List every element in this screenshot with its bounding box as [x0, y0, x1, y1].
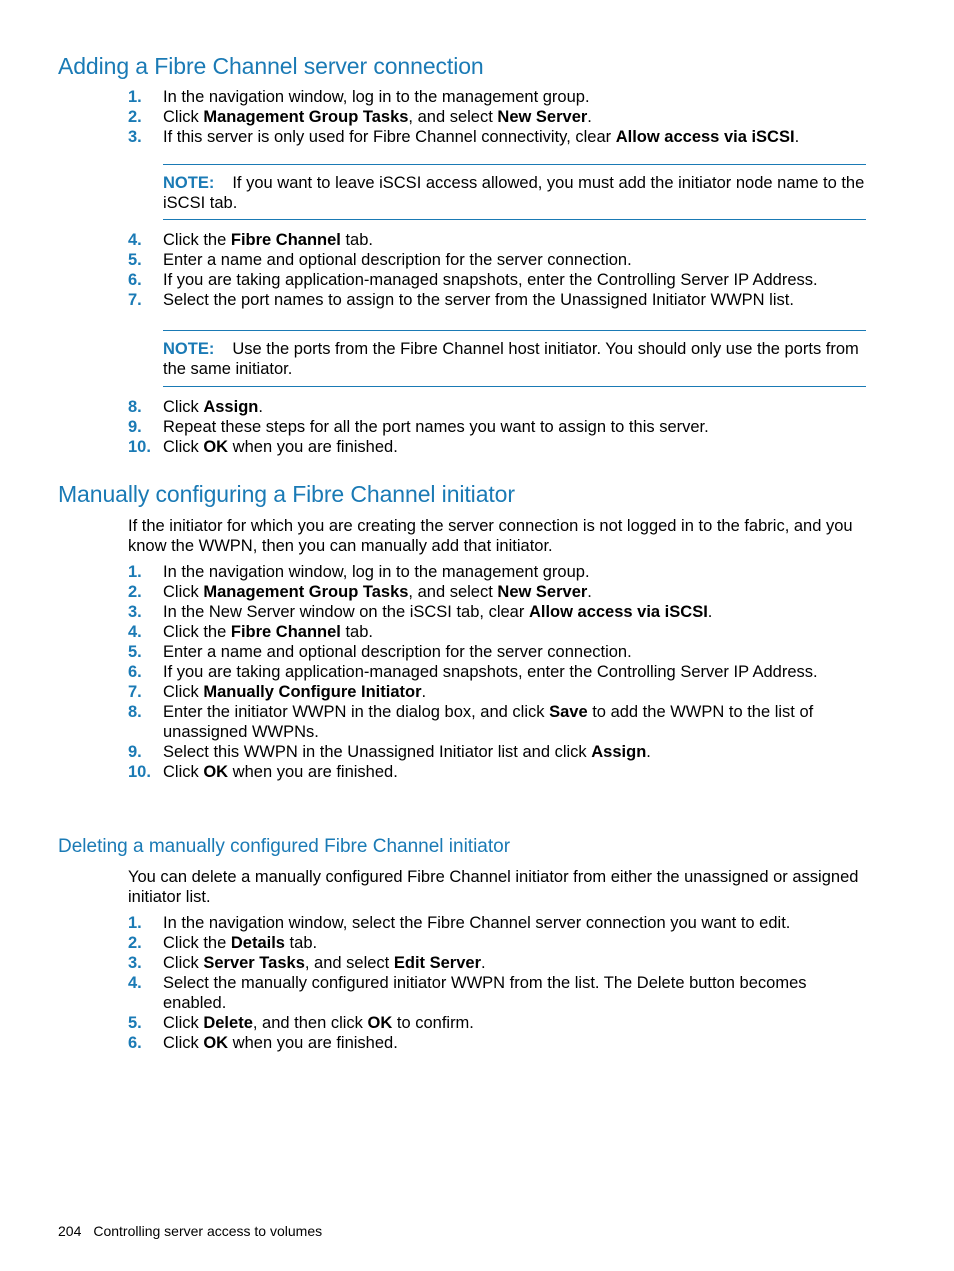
- ui-term: Save: [549, 703, 588, 721]
- step-number: 9.: [128, 743, 142, 761]
- step-item: [128, 562, 868, 582]
- step-text: Click the: [163, 231, 231, 249]
- step-item: [128, 87, 868, 107]
- ui-term: Server Tasks: [203, 954, 305, 972]
- step-text: .: [421, 683, 427, 701]
- step-item: [128, 913, 868, 933]
- note-text: If you want to leave iSCSI access allowed, you must add the initiator node name to the iSCSI tab.: [163, 174, 865, 212]
- ui-term: Fibre Channel: [230, 623, 341, 641]
- step-text: Enter the initiator WWPN in the dialog box, and click: [163, 703, 550, 721]
- step-item: [128, 953, 868, 973]
- ui-term: OK: [203, 1034, 229, 1052]
- step-text: Click: [163, 438, 204, 456]
- step-item: [128, 397, 868, 417]
- step-text: when you are finished.: [228, 763, 398, 781]
- step-text: , and select: [408, 583, 498, 601]
- step-number: 10.: [128, 763, 151, 781]
- ui-term: Assign: [203, 398, 259, 416]
- steps-list: [128, 87, 868, 147]
- step-number: 8.: [128, 703, 142, 721]
- ui-term: Allow access via iSCSI: [528, 603, 708, 621]
- step-number: 2.: [128, 934, 142, 952]
- step-text: Click the: [163, 934, 231, 952]
- step-number: 9.: [128, 418, 142, 436]
- step-text: Select this WWPN in the Unassigned Initiator list and click: [163, 743, 592, 761]
- section-title-adding-fc-connection: Adding a Fibre Channel server connection: [58, 53, 484, 79]
- step-item: [128, 230, 868, 250]
- ui-term: Details: [230, 934, 285, 952]
- section-intro: You can delete a manually configured Fibre Channel initiator from either the unassigned or assigned initiator list.: [128, 868, 859, 906]
- step-item: [128, 622, 868, 642]
- step-number: 3.: [128, 128, 142, 146]
- step-number: 2.: [128, 108, 142, 126]
- step-item: [128, 107, 868, 127]
- page-footer: [58, 1223, 322, 1239]
- step-item: [128, 417, 868, 437]
- step-text: to add the WWPN to the list of unassigned WWPNs.: [163, 703, 814, 741]
- note-label: NOTE:: [163, 340, 215, 358]
- step-number: 4.: [128, 231, 142, 249]
- step-item: [128, 662, 868, 682]
- note-box: [163, 164, 866, 220]
- step-text: In the navigation window, select the Fibre Channel server connection you want to edit.: [163, 914, 791, 932]
- step-item: [128, 742, 868, 762]
- subsection-title-deleting-initiator: Deleting a manually configured Fibre Channel initiator: [58, 836, 511, 857]
- step-text: Click: [163, 398, 204, 416]
- steps-list: [128, 562, 868, 782]
- ui-term: New Server: [497, 108, 588, 126]
- step-text: .: [794, 128, 800, 146]
- footer-chapter-title: Controlling server access to volumes: [93, 1223, 323, 1239]
- step-text: , and select: [408, 108, 498, 126]
- ui-term: Management Group Tasks: [203, 108, 409, 126]
- step-number: 6.: [128, 1034, 142, 1052]
- ui-term: OK: [203, 438, 229, 456]
- step-text: .: [587, 108, 592, 126]
- step-item: [128, 933, 868, 953]
- step-item: [128, 270, 868, 290]
- step-number: 6.: [128, 663, 142, 681]
- step-text: In the navigation window, log in to the management group.: [163, 563, 590, 581]
- ui-term: Edit Server: [393, 954, 481, 972]
- step-text: In the New Server window on the iSCSI tab, clear: [163, 603, 529, 621]
- step-text: .: [587, 583, 592, 601]
- step-text: tab.: [340, 623, 373, 641]
- step-text: Select the port names to assign to the server from the Unassigned Initiator WWPN list.: [163, 291, 794, 309]
- step-item: [128, 582, 868, 602]
- step-number: 10.: [128, 438, 151, 456]
- step-number: 5.: [128, 251, 142, 269]
- step-number: 1.: [128, 563, 142, 581]
- step-text: Repeat these steps for all the port names you want to assign to this server.: [163, 418, 709, 436]
- step-text: Click: [163, 683, 204, 701]
- step-item: [128, 642, 868, 662]
- step-text: Click: [163, 108, 204, 126]
- section-intro: If the initiator for which you are creating the server connection is not logged in to the fabric, and you know the WWPN, then you can manually add that initiator.: [128, 517, 853, 555]
- step-item: [128, 1033, 868, 1053]
- ui-term: Assign: [591, 743, 647, 761]
- step-text: to confirm.: [392, 1014, 474, 1032]
- step-text: If you are taking application-managed snapshots, enter the Controlling Server IP Address.: [163, 271, 818, 289]
- step-number: 7.: [128, 291, 142, 309]
- step-number: 2.: [128, 583, 142, 601]
- step-number: 5.: [128, 643, 142, 661]
- step-text: .: [480, 954, 486, 972]
- step-text: If you are taking application-managed snapshots, enter the Controlling Server IP Address.: [163, 663, 818, 681]
- step-text: tab.: [340, 231, 373, 249]
- step-number: 6.: [128, 271, 142, 289]
- step-number: 1.: [128, 914, 142, 932]
- steps-list: [128, 913, 868, 1053]
- step-text: .: [258, 398, 263, 416]
- ui-term: OK: [203, 763, 229, 781]
- step-text: .: [646, 743, 651, 761]
- step-text: Click the: [163, 623, 231, 641]
- step-text: tab.: [284, 934, 318, 952]
- step-text: Click: [163, 1014, 204, 1032]
- step-number: 4.: [128, 974, 142, 992]
- page-number: 204: [58, 1223, 82, 1239]
- step-number: 7.: [128, 683, 142, 701]
- step-text: Select the manually configured initiator WWPN from the list. The Delete button becomes enabled.: [163, 974, 807, 1012]
- step-item: [128, 702, 868, 742]
- step-text: .: [707, 603, 713, 621]
- step-text: Enter a name and optional description for the server connection.: [163, 251, 632, 269]
- step-item: [128, 762, 868, 782]
- step-text: Click: [163, 583, 204, 601]
- step-text: Enter a name and optional description for the server connection.: [163, 643, 632, 661]
- ui-term: New Server: [497, 583, 588, 601]
- step-item: [128, 437, 868, 457]
- step-text: when you are finished.: [228, 438, 398, 456]
- steps-list: [128, 397, 868, 457]
- step-text: Click: [163, 763, 204, 781]
- step-text: , and then click: [252, 1014, 368, 1032]
- step-text: when you are finished.: [228, 1034, 398, 1052]
- step-item: [128, 682, 868, 702]
- step-number: 5.: [128, 1014, 142, 1032]
- step-item: [128, 973, 868, 1013]
- step-text: Click: [163, 954, 204, 972]
- step-number: 1.: [128, 88, 142, 106]
- step-number: 3.: [128, 954, 142, 972]
- step-text: If this server is only used for Fibre Channel connectivity, clear: [163, 128, 616, 146]
- ui-term: Fibre Channel: [230, 231, 341, 249]
- ui-term: Manually Configure Initiator: [203, 683, 422, 701]
- ui-term: Management Group Tasks: [203, 583, 409, 601]
- step-text: In the navigation window, log in to the management group.: [163, 88, 590, 106]
- section-title-manually-configuring: Manually configuring a Fibre Channel initiator: [58, 481, 515, 507]
- step-number: 3.: [128, 603, 142, 621]
- step-number: 8.: [128, 398, 142, 416]
- step-number: 4.: [128, 623, 142, 641]
- step-item: [128, 290, 868, 310]
- ui-term: Delete: [203, 1014, 253, 1032]
- step-text: Click: [163, 1034, 204, 1052]
- step-item: [128, 127, 868, 147]
- note-text: Use the ports from the Fibre Channel host initiator. You should only use the ports from the same initiator.: [163, 340, 859, 378]
- step-item: [128, 250, 868, 270]
- note-label: NOTE:: [163, 174, 215, 192]
- note-box: [163, 330, 866, 387]
- steps-list: [128, 230, 868, 310]
- step-text: , and select: [304, 954, 394, 972]
- step-item: [128, 1013, 868, 1033]
- step-item: [128, 602, 868, 622]
- ui-term: Allow access via iSCSI: [615, 128, 795, 146]
- ui-term: OK: [367, 1014, 393, 1032]
